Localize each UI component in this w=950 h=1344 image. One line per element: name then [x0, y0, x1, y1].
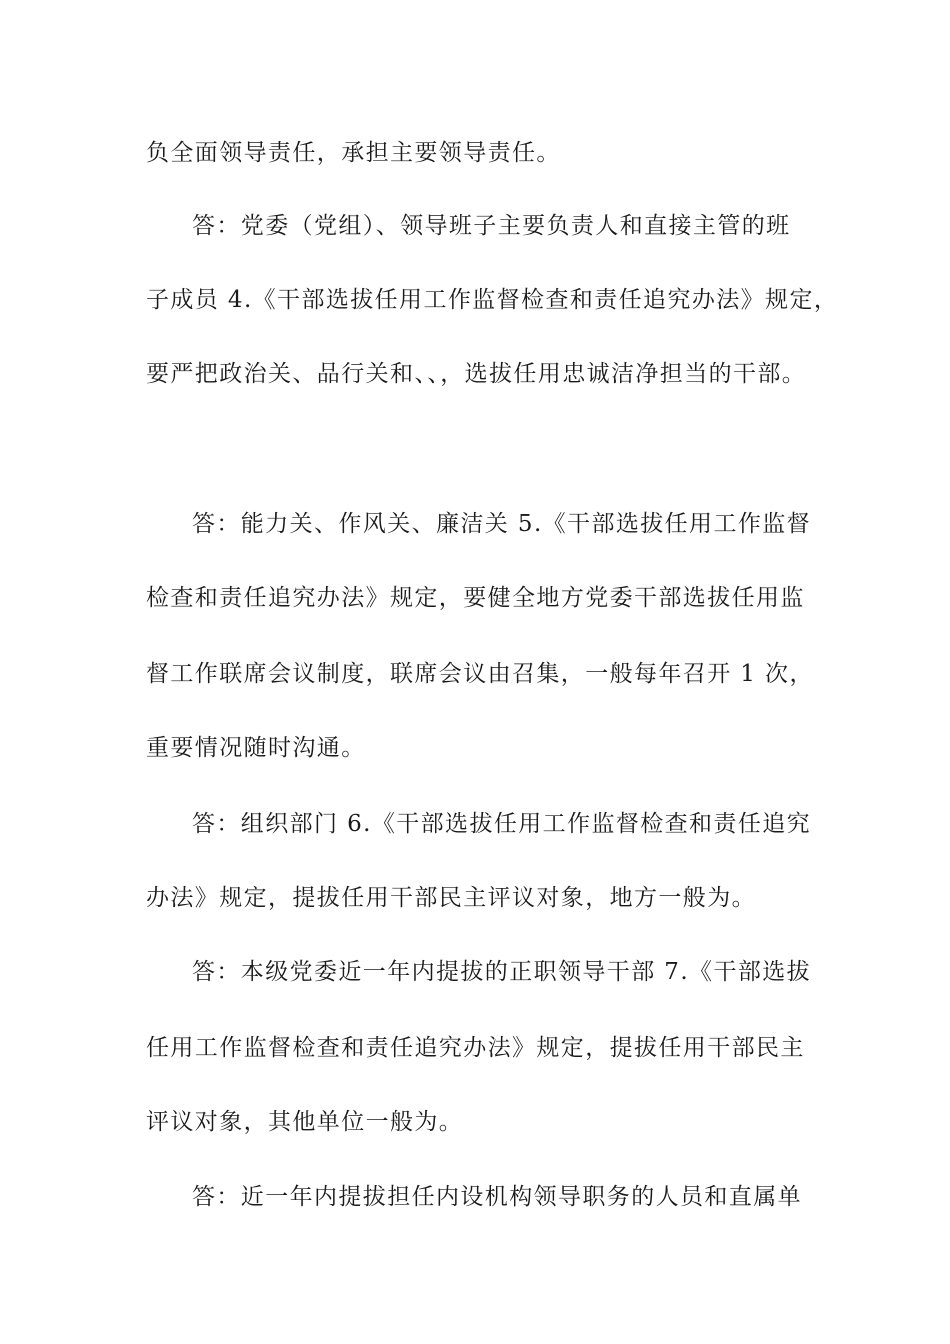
text-line: 重要情况随时沟通。 — [146, 735, 366, 761]
text-line: 督工作联席会议制度，联席会议由召集，一般每年召开 1 次， — [146, 661, 814, 687]
answer-line: 答：近一年内提拔担任内设机构领导职务的人员和直属单 — [192, 1184, 802, 1210]
text-line: 要严把政治关、品行关和、、，选拔任用忠诚洁净担当的干部。 — [146, 361, 807, 387]
text-line: 办法》规定，提拔任用干部民主评议对象，地方一般为。 — [146, 885, 756, 911]
text-line: 评议对象，其他单位一般为。 — [146, 1109, 464, 1135]
text-line: 子成员 4.《干部选拔任用工作监督检查和责任追究办法》规定， — [146, 287, 839, 313]
text-line: 负全面领导责任，承担主要领导责任。 — [146, 140, 561, 166]
answer-line: 答：组织部门 6.《干部选拔任用工作监督检查和责任追究 — [192, 811, 812, 837]
answer-line: 答：能力关、作风关、廉洁关 5.《干部选拔任用工作监督 — [192, 511, 812, 537]
answer-line: 答：党委（党组）、领导班子主要负责人和直接主管的班 — [192, 213, 791, 239]
text-line: 检查和责任追究办法》规定，要健全地方党委干部选拔任用监 — [146, 585, 805, 611]
answer-line: 答：本级党委近一年内提拔的正职领导干部 7.《干部选拔 — [192, 959, 812, 985]
text-line: 任用工作监督检查和责任追究办法》规定，提拔任用干部民主 — [146, 1035, 805, 1061]
